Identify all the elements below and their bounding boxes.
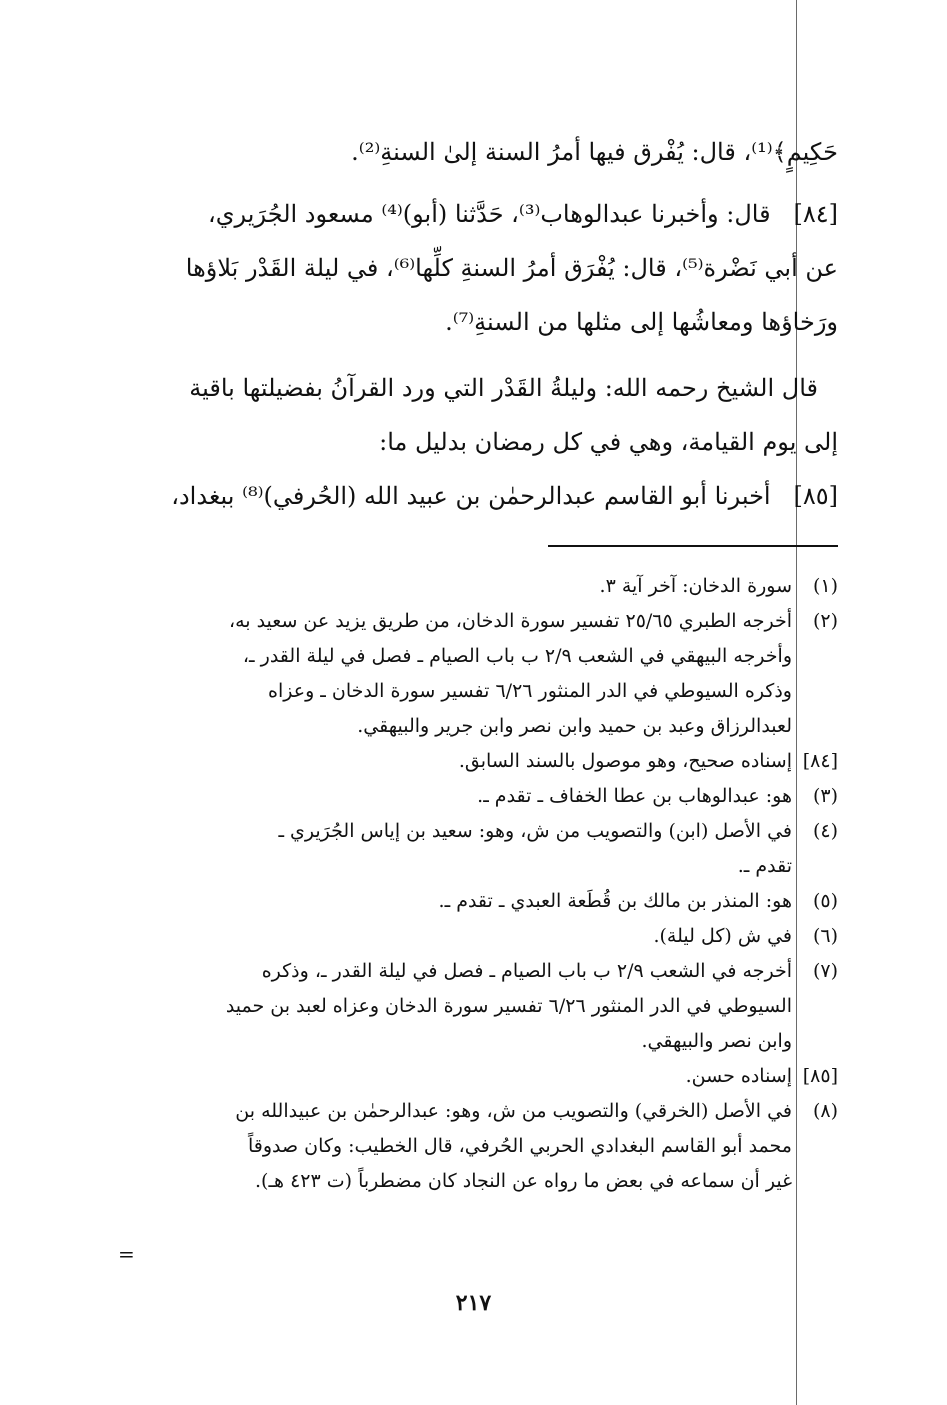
- footnote-line: في الأصل (الخرقي) والتصويب من ش، وهو: عبدالرحمٰن بن عبيدالله بن: [235, 1100, 792, 1122]
- paragraph-85-line-1: أخبرنا أبو القاسم عبدالرحمٰن بن عبيد الله (الحُرفي)⁽⁸⁾ ببغداد،: [171, 482, 771, 510]
- paragraph-sheikh-line-2: إلى يوم القيامة، وهي في كل رمضان بدليل ما:: [379, 428, 838, 456]
- footnote: [130, 1094, 838, 1199]
- footnote-label: (٣): [812, 785, 838, 807]
- footnote-line: إسناده حسن.: [685, 1065, 792, 1087]
- footnote-line: السيوطي في الدر المنثور ٦/٢٦ تفسير سورة الدخان وعزاه لعبد بن حميد: [225, 995, 792, 1017]
- main-text: [130, 125, 838, 523]
- footnote: [130, 919, 838, 954]
- footnote-line: في الأصل (ابن) والتصويب من ش، وهو: سعيد بن إياس الجُرَيري ـ: [278, 820, 792, 842]
- paragraph-84: [130, 187, 838, 349]
- footnote-label: (٢): [812, 610, 838, 632]
- footnote: [130, 1059, 838, 1094]
- footnote-label: (١): [812, 575, 838, 597]
- paragraph-quran-citation: حَكِيمٍ﴾⁽¹⁾، قال: يُفْرق فيها أمرُ السنة إلىٰ السنةِ⁽²⁾.: [351, 138, 838, 166]
- paragraph-sheikh-line-1: قال الشيخ رحمه الله: وليلةُ القَدْر التي ورد القرآنُ بفضيلتها باقية: [189, 374, 818, 402]
- footnote-label: (٦): [812, 925, 838, 947]
- paragraph-84-line-3: ورَخاؤها ومعاشُها إلى مثلها من السنةِ⁽⁷⁾.: [445, 308, 838, 336]
- footnote-separator: [548, 545, 838, 547]
- footnote-line: إسناده صحيح، وهو موصول بالسند السابق.: [458, 750, 792, 772]
- footnote-label: (٤): [812, 820, 838, 842]
- footnote-line: أخرجه في الشعب ٢/٩ ب باب الصيام ـ فصل في ليلة القدر ـ، وذكره: [261, 960, 792, 982]
- footnote-line: هو: المنذر بن مالك بن قُطَعة العبدي ـ تقدم ـ.: [438, 890, 792, 912]
- hadith-number-85: [٨٥]: [793, 482, 838, 510]
- footnote-line: هو: عبدالوهاب بن عطا الخفاف ـ تقدم ـ.: [477, 785, 792, 807]
- footnote-line: وابن نصر والبيهقي.: [641, 1030, 792, 1052]
- continuation-mark: =: [118, 1242, 135, 1266]
- footnote-text: [130, 1059, 792, 1094]
- footnote: [130, 814, 838, 884]
- footnotes: [130, 569, 838, 1199]
- footnote-label: [٨٥]: [802, 1065, 838, 1087]
- footnote: [130, 779, 838, 814]
- page-number: ٢١٧: [455, 1290, 492, 1316]
- footnote-label: [٨٤]: [802, 750, 838, 772]
- footnote-text: [130, 919, 792, 954]
- footnote-label: (٧): [812, 960, 838, 982]
- footnote-text: [130, 1094, 792, 1199]
- page-content: [130, 125, 838, 1199]
- paragraph-85: [130, 469, 838, 523]
- footnote: [130, 604, 838, 744]
- footnote-line: وذكره السيوطي في الدر المنثور ٦/٢٦ تفسير سورة الدخان ـ وعزاه: [268, 680, 792, 702]
- footnote: [130, 884, 838, 919]
- footnote-line: أخرجه الطبري ٢٥/٦٥ تفسير سورة الدخان، من طريق يزيد عن سعيد به،: [228, 610, 792, 632]
- hadith-number-84: [٨٤]: [793, 200, 838, 228]
- footnote-text: [130, 814, 792, 884]
- paragraph-sheikh: [130, 361, 838, 469]
- footnote-label: (٥): [812, 890, 838, 912]
- footnote-text: [130, 604, 792, 744]
- footnote-label: (٨): [812, 1100, 838, 1122]
- footnote-text: [130, 569, 792, 604]
- paragraph-84-line-2: عن أبي نَضْرة⁽⁵⁾، قال: يُفْرَق أمرُ السنةِ كلِّها⁽⁶⁾، في ليلة القَدْر بَلاؤها: [185, 254, 838, 282]
- footnote-line: سورة الدخان: آخر آية ٣.: [599, 575, 792, 597]
- footnote-line: تقدم ـ.: [737, 855, 792, 877]
- paragraph-84-line-1: قال: وأخبرنا عبدالوهاب⁽³⁾، حَدَّثنا (أبو)⁽⁴⁾ مسعود الجُرَيري،: [208, 200, 771, 228]
- footnote-text: [130, 779, 792, 814]
- footnote-line: محمد أبو القاسم البغدادي الحربي الحُرفي، قال الخطيب: وكان صدوقاً: [247, 1135, 792, 1157]
- footnote: [130, 569, 838, 604]
- footnote-line: وأخرجه البيهقي في الشعب ٢/٩ ب باب الصيام ـ فصل في ليلة القدر ـ،: [242, 645, 792, 667]
- footnote-line: لعبدالرزاق وعبد بن حميد وابن نصر وابن جرير والبيهقي.: [357, 715, 792, 737]
- footnote: [130, 744, 838, 779]
- footnote: [130, 954, 838, 1059]
- footnote-line: غير أن سماعه في بعض ما رواه عن النجاد كان مضطرباً (ت ٤٢٣ هـ).: [255, 1170, 792, 1192]
- footnote-text: [130, 954, 792, 1059]
- footnote-text: [130, 744, 792, 779]
- footnote-line: في ش (كل ليلة).: [653, 925, 792, 947]
- footnote-text: [130, 884, 792, 919]
